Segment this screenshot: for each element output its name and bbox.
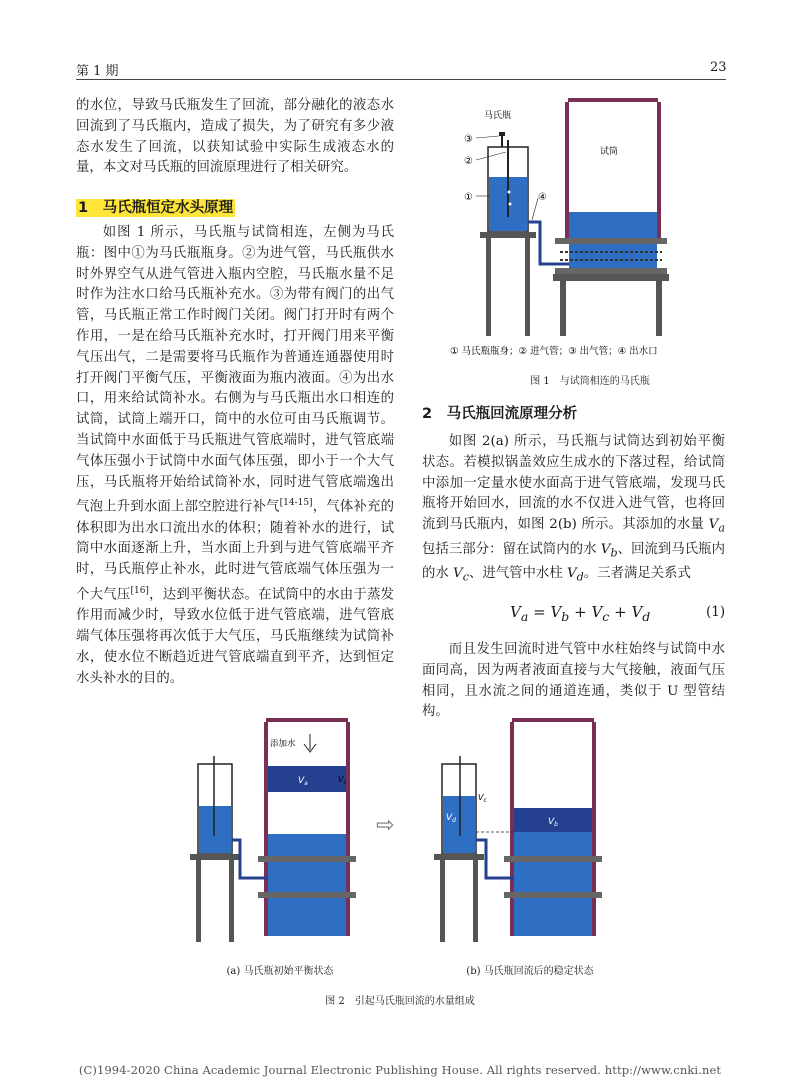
bottle-label: 马氏瓶 — [484, 111, 512, 121]
body-text: 、进气管中水柱 — [468, 566, 567, 582]
figure-2b — [434, 718, 602, 942]
added-water-va — [268, 766, 346, 792]
marker-1: ① — [464, 192, 473, 203]
body-text: 如图 1 所示，马氏瓶与试筒相连，左侧为马氏瓶：图中①为马氏瓶瓶身。②为进气管，马氏瓶供水时外界空气从进气管进入瓶内空腔，马氏瓶水量不足时作为注水口给马氏瓶补充水。③为带有阀门的出气管，马氏瓶正常工作时阀门关闭。阀门打开时有两个作用，一是在给马氏瓶补充水时，打开阀门用来平衡气压出气，二是需要将马氏瓶作为普通连通器使用时打开阀门平衡气压，平衡液面为瓶内液面。④为出水口，用来给试筒补水。右侧为与马氏瓶出水口相连的试筒，试筒上端开口，筒中的水位可由马氏瓶调节。当试筒中水面低于马氏瓶进气管底端时，进气管底端气体压强小于试筒中水面气体压强，即小于一个大气压，马氏瓶将开始给试筒补水，同时进气管底端逸出气泡上升到水面上部空腔进行补气 — [76, 225, 394, 515]
section-1-title: 1 马氏瓶恒定水头原理 — [78, 200, 234, 216]
body-text: ，气体补充的体积即为出水口流出水的体积；随着补水的进行，试筒中水面逐渐上升，当水面上升到与进气管底端平齐时，马氏瓶停止补水，此时进气管底端气体压强为一个大气压 — [76, 499, 394, 603]
tube-label: 试筒 — [600, 147, 619, 157]
equation-1: $V_a = V_b + V_c + V_d$ — [510, 603, 651, 624]
transition-arrow-icon: ⇨ — [376, 813, 395, 838]
valve-icon — [499, 132, 505, 136]
header-rule — [76, 79, 726, 80]
copyright-footer: (C)1994-2020 China Academic Journal Electronic Publishing House. All rights reserved. http://www.cnki.net — [78, 1063, 722, 1077]
section-1-heading — [76, 196, 235, 217]
body-text: 如图 2(a) 所示，马氏瓶与试筒达到初始平衡状态。若模拟锅盖效应生成水的下落过程，给试筒中添加一定量水使水面高于进气管底端，发现马氏瓶将开始回水，回流的水不仅进入进气管，也将回流到马氏瓶内，如图 2(b) 所示。其添加的水量 — [422, 434, 725, 533]
figure-2b-caption: (b) 马氏瓶回流后的稳定状态 — [466, 966, 594, 977]
label-vc-a: $V_c$ — [338, 775, 347, 786]
section-2-body — [422, 432, 725, 589]
bottle-stand — [480, 232, 536, 336]
body-text: 。三者满足关系式 — [583, 566, 691, 582]
symbol-vc: $V_c$ — [453, 566, 469, 584]
section-2-title: 2 马氏瓶回流原理分析 — [422, 406, 578, 422]
figure-2-diagram — [180, 716, 630, 956]
symbol-vd: $V_d$ — [566, 566, 584, 584]
intro-paragraph: 的水位，导致马氏瓶发生了回流，部分融化的液态水回流到了马氏瓶内，造成了损失，为了研究有多少液态水发生了回流，以获知试验中实际生成液态水的量，本文对马氏瓶的回流原理进行了相关研究。 — [76, 98, 394, 176]
figure-1-diagram — [440, 92, 740, 382]
marker-2: ② — [464, 156, 473, 167]
journal-issue: 第 1 期 — [76, 64, 119, 79]
figure-1-caption: 图 1 与试筒相连的马氏瓶 — [530, 376, 650, 387]
tube-stand — [553, 274, 669, 336]
test-tube — [555, 98, 667, 274]
label-vb: $V_b$ — [548, 817, 558, 828]
page-number: 23 — [710, 60, 727, 75]
body-text: 、回流到马氏瓶内的水 — [422, 541, 725, 582]
label-vd: $V_d$ — [446, 813, 456, 824]
body-text: ，达到平衡状态。在试筒中的水由于蒸发作用而减少时，导致水位低于进气管底端，进气管底端气体压强将再次低于大气压，马氏瓶继续为试筒补水，使水位不断趋近进气管底端直到平齐，达到恒定水头补水的目的。 — [76, 587, 395, 686]
symbol-va: $V_a$ — [708, 517, 725, 535]
bottle-water-vd — [443, 796, 475, 853]
label-vc-b: $V_c$ — [478, 793, 487, 804]
citation[interactable]: [14-15] — [279, 498, 313, 509]
figure-2a — [190, 718, 356, 942]
add-water-label: 添加水 — [270, 739, 296, 749]
u-tube-paragraph: 而且发生回流时进气管中水柱始终与试筒中水面同高，因为两者液面直接与大气接触，液面气压相同，且水流之间的通道连通，类似于 U 型管结构。 — [422, 642, 725, 720]
citation[interactable]: [16] — [130, 586, 149, 597]
mariotte-bottle — [488, 132, 528, 232]
figure-1-legend: ① 马氏瓶瓶身；② 进气管；③ 出气管；④ 出水口 — [450, 346, 658, 357]
marker-3: ③ — [464, 134, 473, 145]
body-text: 包括三部分：留在试筒内的水 — [422, 541, 601, 557]
section-1-body — [76, 223, 394, 689]
label-va: $V_a$ — [298, 776, 308, 787]
symbol-vb: $V_b$ — [600, 541, 618, 560]
figure-2a-caption: (a) 马氏瓶初始平衡状态 — [226, 966, 334, 977]
marker-4: ④ — [538, 192, 547, 203]
equation-number: (1) — [706, 604, 726, 620]
arrow-down-icon — [304, 734, 316, 752]
figure-2-caption: 图 2 引起马氏瓶回流的水量组成 — [325, 996, 475, 1007]
